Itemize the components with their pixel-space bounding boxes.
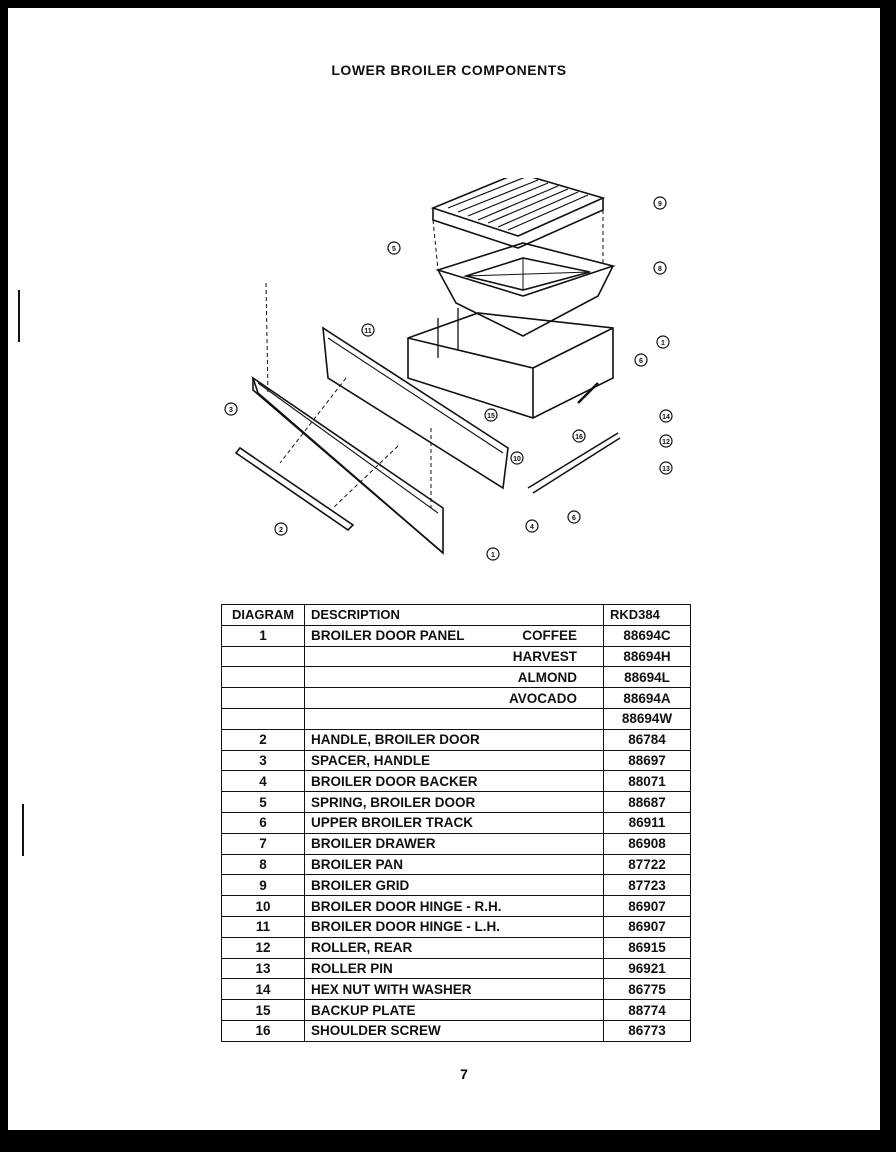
part-color: [577, 772, 597, 791]
part-number: 86784: [604, 729, 691, 750]
part-description: SPACER, HANDLE: [311, 752, 431, 768]
part-description-cell: [305, 937, 604, 958]
part-description: BROILER DOOR BACKER: [311, 773, 478, 789]
diagram-number: 13: [222, 958, 305, 979]
callout-label: 16: [575, 434, 583, 441]
part-description-cell: [305, 792, 604, 813]
diagram-number: [222, 646, 305, 667]
part-description-cell: [305, 646, 604, 667]
table-row: [222, 812, 691, 833]
part-color: HARVEST: [512, 648, 577, 664]
diagram-number: 7: [222, 833, 305, 854]
part-description-cell: [305, 854, 604, 875]
part-number: 88697: [604, 750, 691, 771]
part-description: BROILER DOOR HINGE - L.H.: [311, 919, 500, 935]
part-description-cell: [305, 833, 604, 854]
callout-label: 14: [662, 414, 670, 421]
table-row: [222, 1020, 691, 1041]
table-row: [222, 792, 691, 813]
diagram-number: 5: [222, 792, 305, 813]
table-row: [222, 979, 691, 1000]
table-row: [222, 771, 691, 792]
part-description-cell: [305, 667, 604, 688]
callout-label: 4: [530, 524, 534, 531]
part-description-cell: [305, 750, 604, 771]
diagram-number: 3: [222, 750, 305, 771]
diagram-number: [222, 667, 305, 688]
table-row: [222, 667, 691, 688]
part-color: [577, 1001, 597, 1020]
table-row: [222, 646, 691, 667]
callout-label: 12: [662, 439, 670, 446]
part-color: [577, 730, 597, 749]
callout-label: 9: [658, 201, 662, 208]
part-description-cell: [305, 875, 604, 896]
part-description: BROILER DOOR HINGE - R.H.: [311, 898, 502, 914]
diagram-number: [222, 688, 305, 709]
callout-label: 5: [392, 246, 396, 253]
part-description: BROILER GRID: [311, 877, 410, 893]
part-number: 86775: [604, 979, 691, 1000]
part-number: 88071: [604, 771, 691, 792]
table-row: [222, 833, 691, 854]
table-row: [222, 750, 691, 771]
part-description: SHOULDER SCREW: [311, 1023, 441, 1039]
header-description: DESCRIPTION: [305, 605, 604, 626]
part-description-cell: [305, 812, 604, 833]
upper-broiler-track: [528, 433, 620, 493]
broiler-door-backer: [323, 328, 508, 488]
part-description: ROLLER PIN: [311, 960, 393, 976]
part-description: HANDLE, BROILER DOOR: [311, 732, 480, 748]
diagram-number: 16: [222, 1020, 305, 1041]
callout-label: 6: [572, 515, 576, 522]
part-color: [577, 751, 597, 770]
part-description: BROILER DRAWER: [311, 836, 436, 852]
part-number: 88694C: [604, 625, 691, 646]
broiler-grid: [433, 178, 603, 236]
part-description: SPRING, BROILER DOOR: [311, 794, 476, 810]
part-description: BROILER PAN: [311, 856, 404, 872]
part-description: HEX NUT WITH WASHER: [311, 981, 472, 997]
part-description-cell: [305, 896, 604, 917]
exploded-parts-diagram: [198, 178, 688, 568]
part-color: [577, 793, 597, 812]
part-description: BACKUP PLATE: [311, 1002, 416, 1018]
table-row: [222, 625, 691, 646]
callout-label: 6: [639, 358, 643, 365]
part-color: [577, 917, 597, 936]
part-number: 88774: [604, 1000, 691, 1021]
diagram-number: 9: [222, 875, 305, 896]
broiler-pan: [438, 243, 613, 296]
part-description-cell: [305, 708, 604, 729]
part-number: 88694A: [604, 688, 691, 709]
callout-label: 1: [491, 552, 495, 559]
broiler-spring: [578, 383, 598, 403]
page-title: LOWER BROILER COMPONENTS: [331, 62, 567, 78]
part-description: UPPER BROILER TRACK: [311, 815, 474, 831]
diagram-number: 1: [222, 625, 305, 646]
part-number: 87723: [604, 875, 691, 896]
diagram-number: 8: [222, 854, 305, 875]
table-row: [222, 729, 691, 750]
part-description-cell: [305, 1000, 604, 1021]
part-number: 86915: [604, 937, 691, 958]
header-diagram: DIAGRAM: [222, 605, 305, 626]
callout-label: 10: [513, 456, 521, 463]
table-row: [222, 896, 691, 917]
table-row: [222, 937, 691, 958]
table-row: [222, 708, 691, 729]
part-number: 88694H: [604, 646, 691, 667]
callout-label: 13: [662, 466, 670, 473]
part-number: 86773: [604, 1020, 691, 1041]
table-row: [222, 1000, 691, 1021]
part-number: 88694L: [604, 667, 691, 688]
callout-label: 11: [364, 328, 372, 335]
part-number: 88694W: [604, 708, 691, 729]
diagram-number: 6: [222, 812, 305, 833]
part-color: [577, 938, 597, 957]
part-color: [577, 897, 597, 916]
part-color: [577, 813, 597, 832]
diagram-number: 11: [222, 916, 305, 937]
part-description-cell: [305, 688, 604, 709]
table-body: [222, 625, 691, 1041]
part-description-cell: [305, 625, 604, 646]
table-row: [222, 854, 691, 875]
part-color: ALMOND: [517, 669, 577, 685]
diagram-number: [222, 708, 305, 729]
diagram-number: 15: [222, 1000, 305, 1021]
part-description: ROLLER, REAR: [311, 940, 413, 956]
part-number: 86908: [604, 833, 691, 854]
margin-mark: [22, 804, 24, 856]
callout-label: 15: [487, 413, 495, 420]
diagram-number: 10: [222, 896, 305, 917]
part-color: [577, 959, 597, 978]
part-color: [577, 855, 597, 874]
part-description-cell: [305, 729, 604, 750]
callout-label: 2: [279, 527, 283, 534]
diagram-number: 4: [222, 771, 305, 792]
part-description-cell: [305, 958, 604, 979]
parts-table: [221, 604, 691, 1042]
part-description-cell: [305, 771, 604, 792]
part-color: AVOCADO: [508, 690, 577, 706]
page-number: 7: [460, 1066, 468, 1082]
part-color: [577, 876, 597, 895]
part-description-cell: [305, 1020, 604, 1041]
callout-label: 8: [658, 266, 662, 273]
part-number: 86911: [604, 812, 691, 833]
diagram-number: 2: [222, 729, 305, 750]
callout-label: 1: [661, 340, 665, 347]
part-number: 86907: [604, 896, 691, 917]
part-color: [577, 980, 597, 999]
table-header-row: [222, 605, 691, 626]
part-number: 96921: [604, 958, 691, 979]
table-row: [222, 958, 691, 979]
part-color: COFFEE: [522, 628, 577, 644]
part-color: [577, 1021, 597, 1040]
diagram-number: 14: [222, 979, 305, 1000]
part-number: 88687: [604, 792, 691, 813]
part-description-cell: [305, 916, 604, 937]
table-row: [222, 916, 691, 937]
margin-mark: [18, 290, 20, 342]
part-description: BROILER DOOR PANEL: [311, 628, 465, 644]
diagram-number: 12: [222, 937, 305, 958]
callout-label: 3: [229, 407, 233, 414]
document-page: [8, 8, 880, 1130]
part-description-cell: [305, 979, 604, 1000]
part-color: [577, 834, 597, 853]
table-row: [222, 688, 691, 709]
header-model: RKD384: [604, 605, 691, 626]
part-number: 87722: [604, 854, 691, 875]
part-number: 86907: [604, 916, 691, 937]
table-row: [222, 875, 691, 896]
